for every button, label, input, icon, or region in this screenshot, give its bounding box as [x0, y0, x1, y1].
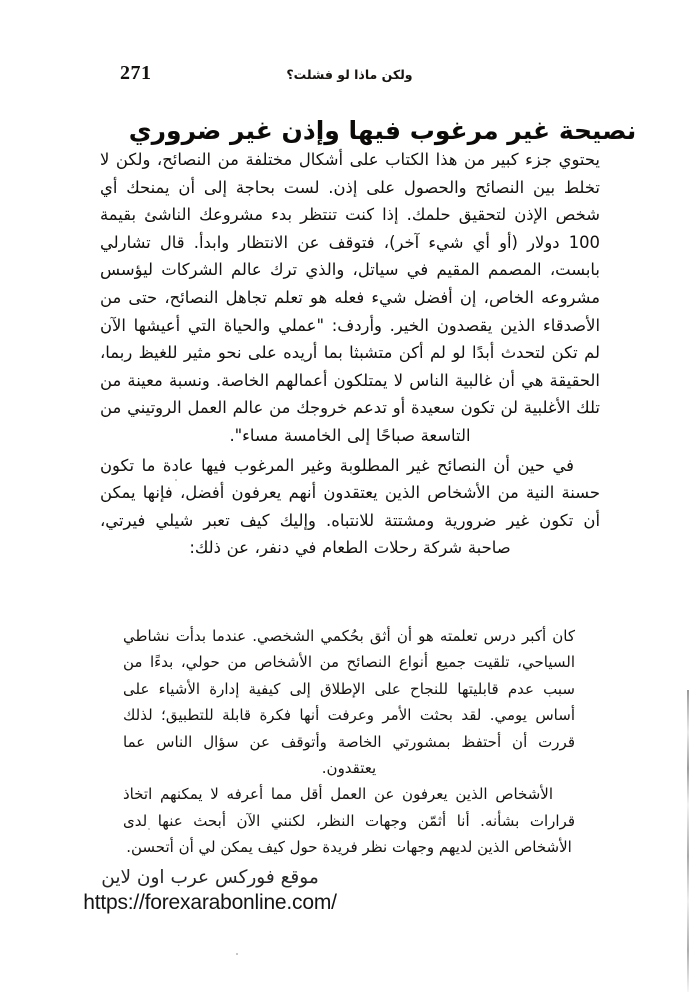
quotation-block [123, 623, 575, 861]
body-text [100, 146, 600, 562]
scan-edge-artifact [687, 690, 689, 992]
scan-speck [175, 479, 177, 481]
quote-paragraph: كان أكبر درس تعلمته هو أن أثق بحُكمي الشخصي. عندما بدأت نشاطي السياحي، تلقيت جميع أنواع النصائح من الأشخاص من حولي، بدءًا من سبب عدم قابليتها للنجاح على الإطلاق إلى كيفية إدارة الأشياء على أساس يومي. لقد بحثت الأمر وعرفت أنها فكرة قابلة للتطبيق؛ لذلك قررت أن أحتفظ بمشورتي الخاصة وأتوقف عن سؤال الناس عما يعتقدون. [123, 627, 575, 778]
running-header [0, 62, 699, 92]
body-paragraph: في حين أن النصائح غير المطلوبة وغير المرغوب فيها عادة ما تكون حسنة النية من الأشخاص الذين يعتقدون أنهم يعرفون أفضل، فإنها يمكن أن تكون غير ضرورية ومشتتة للانتباه. وإليك كيف تعبر شيلي فيرتي، صاحبة شركة رحلات الطعام في دنفر، عن ذلك: [100, 455, 600, 558]
watermark [0, 866, 420, 916]
body-paragraph: يحتوي جزء كبير من هذا الكتاب على أشكال مختلفة من النصائح، ولكن لا تخلط بين النصائح والحصول على إذن. لست بحاجة إلى أن يمنحك أي شخص الإذن لتحقيق حلمك. إذا كنت تنتظر بدء مشروعك الناشئ بقيمة 100 دولار (أو أي شيء آخر)، فتوقف عن الانتظار وابدأ. قال تشارلي بابست، المصمم المقيم في سياتل، والذي ترك عالم الشركات ليؤسس مشروعه الخاص، إن أفضل شيء فعله هو تعلم تجاهل النصائح، حتى من الأصدقاء الذين يقصدون الخير. وأردف: "عملي والحياة التي أعيشها الآن لم تكن لتحدث أبدًا لو لم أكن متشبثا بما أريده على نحو مثير للغيظ ربما، الحقيقة هي أن غالبية الناس لا يمتلكون أعمالهم الخاصة. ونسبة معينة من تلك الأغلبية لن تكون سعيدة أو تدعم خروجك من عالم العمل الروتيني من التاسعة صباحًا إلى الخامسة مساء". [100, 150, 600, 445]
watermark-site-name: موقع فوركس عرب اون لاين [101, 867, 319, 888]
watermark-url: https://forexarabonline.com/ [83, 891, 337, 914]
scan-speck [148, 828, 150, 830]
page-number: 271 [120, 62, 152, 84]
section-title: نصيحة غير مرغوب فيها وإذن غير ضروري [128, 115, 637, 145]
scan-speck [236, 953, 238, 955]
running-head-title: ولكن ماذا لو فشلت؟ [286, 67, 413, 82]
quote-paragraph: الأشخاص الذين يعرفون عن العمل أقل مما أعرفه لا يمكنهم اتخاذ قرارات بشأنه. أنا أثمّن وجهات النظر، لكنني الآن أبحث عنها لدى الأشخاص الذين لديهم وجهات نظر فريدة حول كيف يمكن لي أن أتحسن. [123, 785, 575, 857]
